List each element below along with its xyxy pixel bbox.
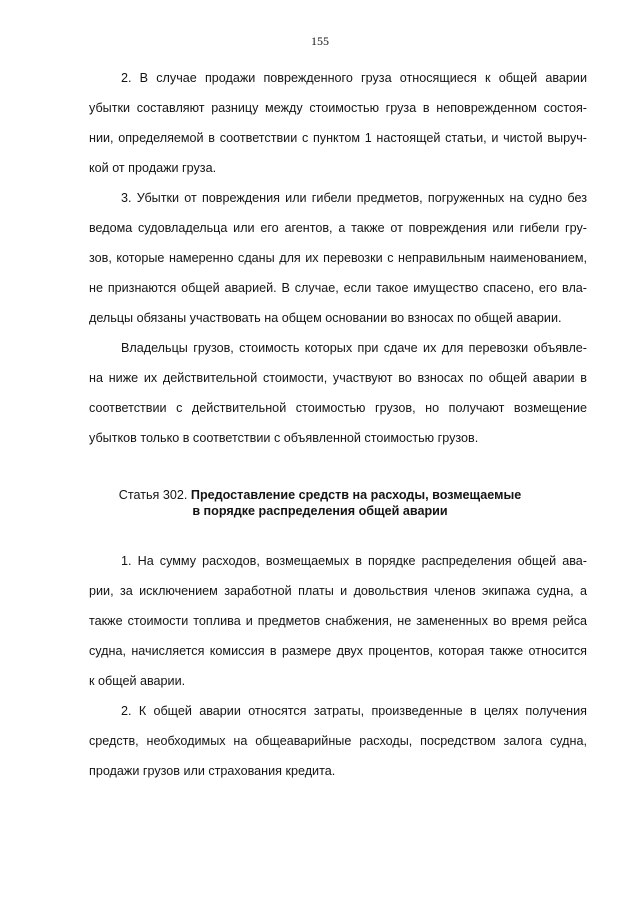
text-line: зов, которые намеренно сданы для их перевозки с неправильным наименованием, bbox=[89, 251, 587, 265]
text-line: убытки составляют разницу между стоимостью груза в неповрежденном состоя- bbox=[89, 101, 587, 115]
text-line: на ниже их действительной стоимости, участвуют во взносах по общей аварии в bbox=[89, 371, 587, 385]
text-line: соответствии с действительной стоимостью грузов, но получают возмещение bbox=[89, 401, 587, 415]
text-line: 2. К общей аварии относятся затраты, произведенные в целях получения bbox=[121, 704, 587, 718]
text-line: 2. В случае продажи поврежденного груза относящиеся к общей аварии bbox=[121, 71, 587, 85]
text-line: средств, необходимых на общеаварийные расходы, посредством залога судна, bbox=[89, 734, 587, 748]
text-line: рии, за исключением заработной платы и довольствия членов экипажа судна, а bbox=[89, 584, 587, 598]
text-line: дельцы обязаны участвовать на общем основании во взносах по общей аварии. bbox=[89, 311, 562, 325]
text-line: 3. Убытки от повреждения или гибели предметов, погруженных на судно без bbox=[121, 191, 587, 205]
text-line: к общей аварии. bbox=[89, 674, 186, 688]
text-line: Владельцы грузов, стоимость которых при сдаче их для перевозки объявле- bbox=[121, 341, 587, 355]
article-label: Статья 302. bbox=[118, 488, 188, 502]
text-line: кой от продажи груза. bbox=[89, 161, 217, 175]
article-heading-line-2: в порядке распределения общей аварии bbox=[192, 504, 448, 518]
text-line: ведома судовладельца или его агентов, а также от повреждения или гибели гру- bbox=[89, 221, 587, 235]
text-line: нии, определяемой в соответствии с пунктом 1 настоящей статьи, и чистой выруч- bbox=[89, 131, 587, 145]
text-line: убытков только в соответствии с объявленной стоимостью грузов. bbox=[89, 431, 479, 445]
text-line: судна, начисляется комиссия в размере двух процентов, которая также относится bbox=[89, 644, 587, 658]
text-line: также стоимости топлива и предметов снабжения, не замененных во время рейса bbox=[89, 614, 587, 628]
text-line: продажи грузов или страхования кредита. bbox=[89, 764, 336, 778]
article-heading-line-1 bbox=[0, 487, 640, 503]
text-line: не признаются общей аварией. В случае, если такое имущество спасено, его вла- bbox=[89, 281, 587, 295]
page-number: 155 bbox=[311, 34, 329, 48]
article-title: Предоставление средств на расходы, возмещаемые bbox=[190, 488, 522, 502]
text-line: 1. На сумму расходов, возмещаемых в порядке распределения общей ава- bbox=[121, 554, 587, 568]
